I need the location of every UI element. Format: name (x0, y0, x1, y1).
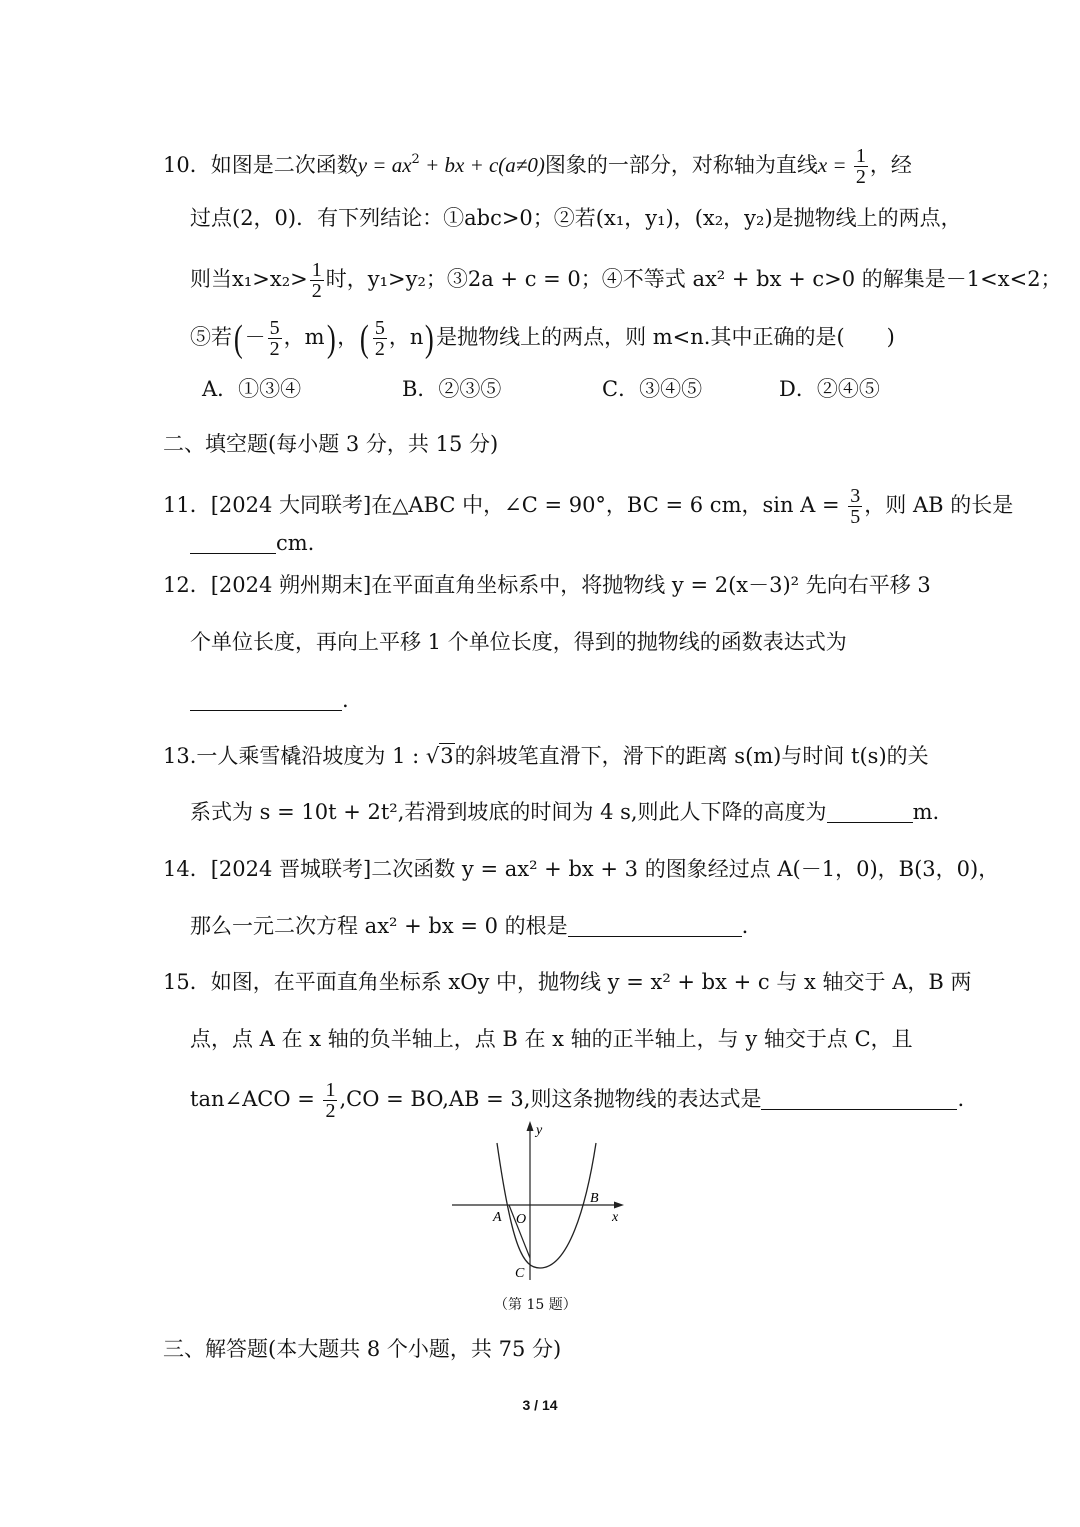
label-o: O (516, 1212, 527, 1227)
label-c: C (515, 1266, 525, 1281)
label-b: B (590, 1191, 599, 1206)
y-axis-arrow-icon (527, 1121, 534, 1131)
answer-blank[interactable] (761, 1089, 957, 1110)
q12-line-3: . (190, 685, 349, 715)
label-y: y (536, 1123, 543, 1138)
answer-blank[interactable] (190, 690, 342, 711)
q10-line-4: ⑤若(－ $\frac{5}{2}$ ，m)，( $\frac{5}{2}$ ，n)是抛物线上的两点，则 m<n.其中正确的是( ) (190, 317, 895, 360)
fraction-five-halves: $\frac{5}{2}$ (269, 317, 280, 360)
fraction-one-half: $\frac{1}{2}$ (311, 259, 322, 302)
label-x: x (612, 1210, 619, 1225)
parabola-figure (448, 1118, 648, 1288)
q13-line-2: 系式为 s = 10t + 2t²,若滑到坡底的时间为 4 s,则此人下降的高度为 m. (190, 800, 940, 824)
fraction-five-halves: $\frac{5}{2}$ (374, 317, 385, 360)
q12-line-1: 12．[2024 朔州期末]在平面直角坐标系中，将抛物线 y = 2(x－3)² 先向右平移 3 (163, 573, 931, 597)
q12-line-2: 个单位长度，再向上平移 1 个单位长度，得到的抛物线的函数表达式为 (190, 630, 847, 654)
answer-blank[interactable] (568, 916, 742, 937)
q11-line-1: 11．[2024 大同联考]在△ABC 中，∠C = 90°，BC = 6 cm，sin A = $\frac{3}{5}$ ，则 AB 的长是 (163, 485, 1014, 528)
section-3-heading: 三、解答题(本大题共 8 个小题，共 75 分) (163, 1337, 562, 1361)
q10-option-a: A．①③④ (202, 377, 302, 401)
q10-line-1: 10．如图是二次函数$y = ax^2$ + bx + c(a≠0)图象的一部分，对称轴为直线x = $\frac{1}{2}$ ，经 (163, 145, 912, 188)
label-a: A (493, 1210, 502, 1225)
q11-line-2: cm. (190, 528, 314, 558)
sqrt-symbol: √3 (425, 744, 454, 768)
fraction-three-fifths: $\frac{3}{5}$ (850, 485, 861, 528)
q10-option-d: D．②④⑤ (779, 377, 880, 401)
figure-caption: （第 15 题） (494, 1297, 577, 1313)
q10-line-2: 过点(2，0)．有下列结论：①abc>0；②若(x₁，y₁)，(x₂，y₂)是抛物线上的两点， (190, 206, 962, 230)
q10-line-3: 则当x₁>x₂> $\frac{1}{2}$ 时，y₁>y₂；③2a + c = 0；④不等式 ax² + bx + c>0 的解集是－1<x<2； (190, 259, 1062, 302)
section-2-heading: 二、填空题(每小题 3 分，共 15 分) (163, 432, 499, 456)
q14-line-2: 那么一元二次方程 ax² + bx = 0 的根是 . (190, 914, 749, 938)
fraction-one-half: $\frac{1}{2}$ (855, 145, 866, 188)
q10-option-c: C．③④⑤ (602, 377, 703, 401)
q10-option-b: B．②③⑤ (402, 377, 502, 401)
fraction-one-half: $\frac{1}{2}$ (325, 1079, 336, 1122)
q14-line-1: 14．[2024 晋城联考]二次函数 y = ax² + bx + 3 的图象经过点 A(－1，0)，B(3，0)， (163, 857, 1000, 881)
q13-line-1: 13.一人乘雪橇沿坡度为 1 : √3的斜坡笔直滑下，滑下的距离 s(m)与时间 t(s)的关 (163, 741, 929, 771)
q15-line-1: 15．如图，在平面直角坐标系 xOy 中，抛物线 y = x² + bx + c 与 x 轴交于 A，B 两 (163, 970, 972, 994)
q15-line-3: tan∠ACO = $\frac{1}{2}$ ,CO = BO,AB = 3,则这条抛物线的表达式是 . (190, 1079, 965, 1122)
page-number: 3 / 14 (522, 1397, 558, 1413)
answer-blank[interactable] (827, 802, 913, 823)
answer-blank[interactable] (190, 533, 276, 554)
q15-line-2: 点，点 A 在 x 轴的负半轴上，点 B 在 x 轴的正半轴上，与 y 轴交于点 C，且 (190, 1027, 913, 1051)
x-axis-arrow-icon (614, 1202, 624, 1209)
